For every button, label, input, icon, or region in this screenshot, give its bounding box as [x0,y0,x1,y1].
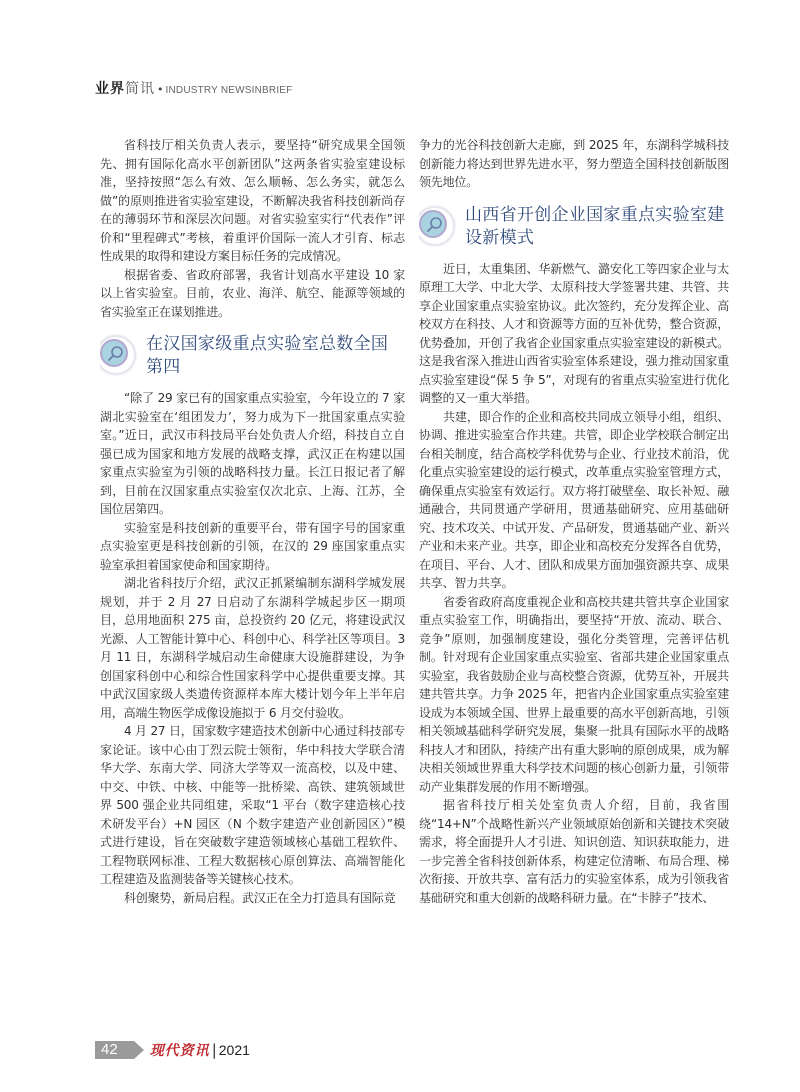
paragraph: 实验室是科技创新的重要平台，带有国字号的国家重点实验室更是科技创新的引领，在汉的 29 座国家重点实验室承担着国家使命和国家期待。 [100,520,405,572]
magnifier-icon [100,335,136,375]
header-dot: • [157,83,164,96]
section-title: 在汉国家级重点实验室总数全国第四 [146,334,389,377]
page-footer [95,1040,250,1060]
page-number: 42 [95,1041,134,1059]
paragraph: 近日，太重集团、华新燃气、潞安化工等四家企业与太原理工大学、中北大学、太原科技大学签署共建、共管、共享企业国家重点实验室协议。此次签约，充分发挥企业、高校双方在科技、人才和资源等方面的互补优势，整合资源，优势叠加，开创了我省企业国家重点实验室建设的新模式。这是我省深入推进山西省实验室体系建设，强力推动国家重点实验室建设“保 5 争 5”，对现有的省重点实验室进行优化调整的又一重大举措。 [419,261,729,405]
paragraph: 据省科技厅相关处室负责人介绍，目前，我省围绕“14+N”个战略性新兴产业领域原始创新和关键技术突破需求，将全面提升人才引进、知识创造、知识获取能力，进一步完善全省科技创新体系，构建定位清晰、布局合理、梯次衔接、开放共享、富有活力的实验室体系，成为引领我省基础研究和重大创新的战略科研力量。在“卡脖子”技术、 [419,798,729,905]
issue-year: 2021 [218,1042,250,1058]
paragraph: 湖北省科技厅介绍，武汉正抓紧编制东湖科学城发展规划，并于 2 月 27 日启动了东湖科学城起步区一期项目，总用地面积 275 亩，总投资约 20 亿元，将建设武汉光源、人工智能计算中心、科创中心、科学社区等项目。3 月 11 日，东湖科学城启动生命健康大设施群建设，为争创国家科创中心和综合性国家科学中心提供重要支撑。其中武汉国家级人类遗传资源样本库大楼计划今年上半年启用，高端生物医学成像设施拟于 6 月交付验收。 [100,576,405,720]
page-header [95,78,292,98]
magnifier-icon [419,206,455,246]
footer-separator: | [211,1041,217,1059]
paragraph: 根据省委、省政府部署，我省计划高水平建设 10 家以上省实验室。目前，农业、海洋、航空、能源等领域的省实验室正在谋划推进。 [100,267,405,319]
left-column [100,136,405,1024]
section-label-cn [95,78,155,98]
right-column [419,136,729,1024]
section-title: 山西省开创企业国家重点实验室建设新模式 [465,204,725,248]
section-label-light: 简讯 [125,81,155,97]
section-heading [419,204,729,250]
paragraph: “除了 29 家已有的国家重点实验室，今年设立的 7 家湖北实验室在‘组团发力’，努力成为下一批国家重点实验室。”近日，武汉市科技局平台处负责人介绍，科技自立自强已成为国家和地方发展的战略支撑，武汉正在构建以国家重点实验室为引领的战略科技力量。长江日报记者了解到，目前在汉国家重点实验室仅次北京、上海、江苏，全国位居第四。 [100,391,405,516]
paragraph-continued: 争力的光谷科技创新大走廊，到 2025 年，东湖科学城科技创新能力将达到世界先进水平，努力塑造全国科技创新版图领先地位。 [419,138,729,189]
magazine-name: 现代资讯 [149,1043,210,1059]
paragraph: 省科技厅相关负责人表示，要坚持“研究成果全国领先、拥有国际化高水平创新团队”这两条省实验室建设标准，坚持按照“怎么有效、怎么顺畅、怎么务实，就怎么做”的原则推进省实验室建设，不断解决我省科技创新尚存在的薄弱环节和深层次问题。对省实验室实行“代表作”评价和“里程碑式”考核，着重评价国际一流人才引育、标志性成果的取得和建设方案目标任务的完成情况。 [100,138,405,263]
paragraph: 省委省政府高度重视企业和高校共建共管共享企业国家重点实验室工作，明确指出，要坚持“开放、流动、联合、竞争”原则，加强制度建设，强化分类管理，完善评估机制。针对现有企业国家重点实验室、省部共建企业国家重点实验室，我省鼓励企业与高校整合资源，优势互补，开展共建共管共享。力争 2025 年，把省内企业国家重点实验室建设成为本领域全国、世界上最重要的高水平创新高地，引领相关领域基础科学研究发展，集聚一批具有国际水平的战略科技人才和团队，持续产出有重大影响的原创成果，成为解决相关领域世界重大科学技术问题的核心创新力量，引领带动产业集群发展的作用不断增强。 [419,594,729,794]
section-label-en: INDUSTRY NEWSINBRIEF [165,85,293,96]
paragraph: 共建，即合作的企业和高校共同成立领导小组，组织、协调、推进实验室合作共建。共管，即企业学校联合制定出台相关制度，结合高校学科优势与企业、行业技术前沿，优化重点实验室建设的运行模式，改革重点实验室管理方式，确保重点实验室有效运行。双方将打破壁垒、取长补短、融通融合，共同贯通产学研用，贯通基础研究、应用基础研究、技术攻关、中试开发、产品研发，贯通基础产业、新兴产业和未来产业。共享，即企业和高校充分发挥各自优势，在项目、平台、人才、团队和成果方面加强资源共享、成果共享、智力共享。 [419,409,729,590]
section-label-bold: 业界 [95,81,125,97]
section-heading [100,333,405,379]
paragraph: 4 月 27 日，国家数字建造技术创新中心通过科技部专家论证。该中心由丁烈云院士领衔，华中科技大学联合清华大学、东南大学、同济大学等双一流高校，以及中建、中交、中铁、中核、中能等一批桥梁、高铁、建筑领域世界 500 强企业共同组建，采取“1 平台（数字建造核心技术研发平台）+N 园区（N 个数字建造产业创新园区）”模式进行建设，旨在突破数字建造领域核心基础工程软件、工程物联网标准、工程大数据核心原创算法、高端智能化工程建造及监测装备等关键核心技术。 [100,724,405,886]
paragraph: 科创聚势，新局启程。武汉正在全力打造具有国际竞 [124,890,396,905]
